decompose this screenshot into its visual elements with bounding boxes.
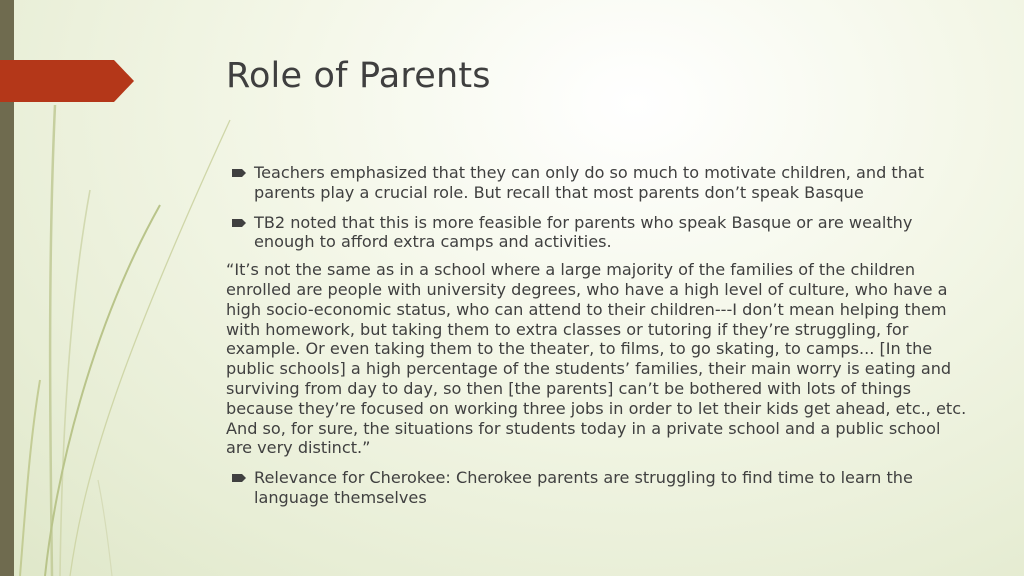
arrow-right-icon xyxy=(232,474,246,482)
bullet-item xyxy=(226,213,970,253)
arrow-right-icon xyxy=(232,169,246,177)
bullet-text: Teachers emphasized that they can only do so much to motivate children, and that parents play a crucial role. But recall that most parents don’t speak Basque xyxy=(254,163,925,202)
quote-paragraph: “It’s not the same as in a school where a large majority of the families of the children enrolled are people with university degrees, who have a high level of culture, who have a high socio-economic status, who can attend to their children---I don’t mean helping them with homework, but taking them to extra classes or tutoring if they’re struggling, for example. Or even taking them to the theater, to films, to go skating, to camps... [In the public schools] a high percentage of the students’ families, their main worry is eating and surviving from day to day, so then [the parents] can’t be bothered with lots of things because they’re focused on working three jobs in order to let their kids get ahead, etc., etc. And so, for sure, the situations for students today in a private school and a public school are very distinct.” xyxy=(226,260,967,458)
bullet-item xyxy=(226,468,970,508)
title-accent-arrow xyxy=(0,60,134,102)
bullet-text: TB2 noted that this is more feasible for parents who speak Basque or are wealthy enough to afford extra camps and activities. xyxy=(254,212,913,252)
bullet-text: Relevance for Cherokee: Cherokee parents are struggling to find time to learn the language themselves xyxy=(254,468,913,507)
slide-title: Role of Parents xyxy=(226,56,491,96)
slide-content xyxy=(226,163,970,518)
arrow-right-icon xyxy=(232,219,246,227)
bullet-item xyxy=(226,163,970,203)
